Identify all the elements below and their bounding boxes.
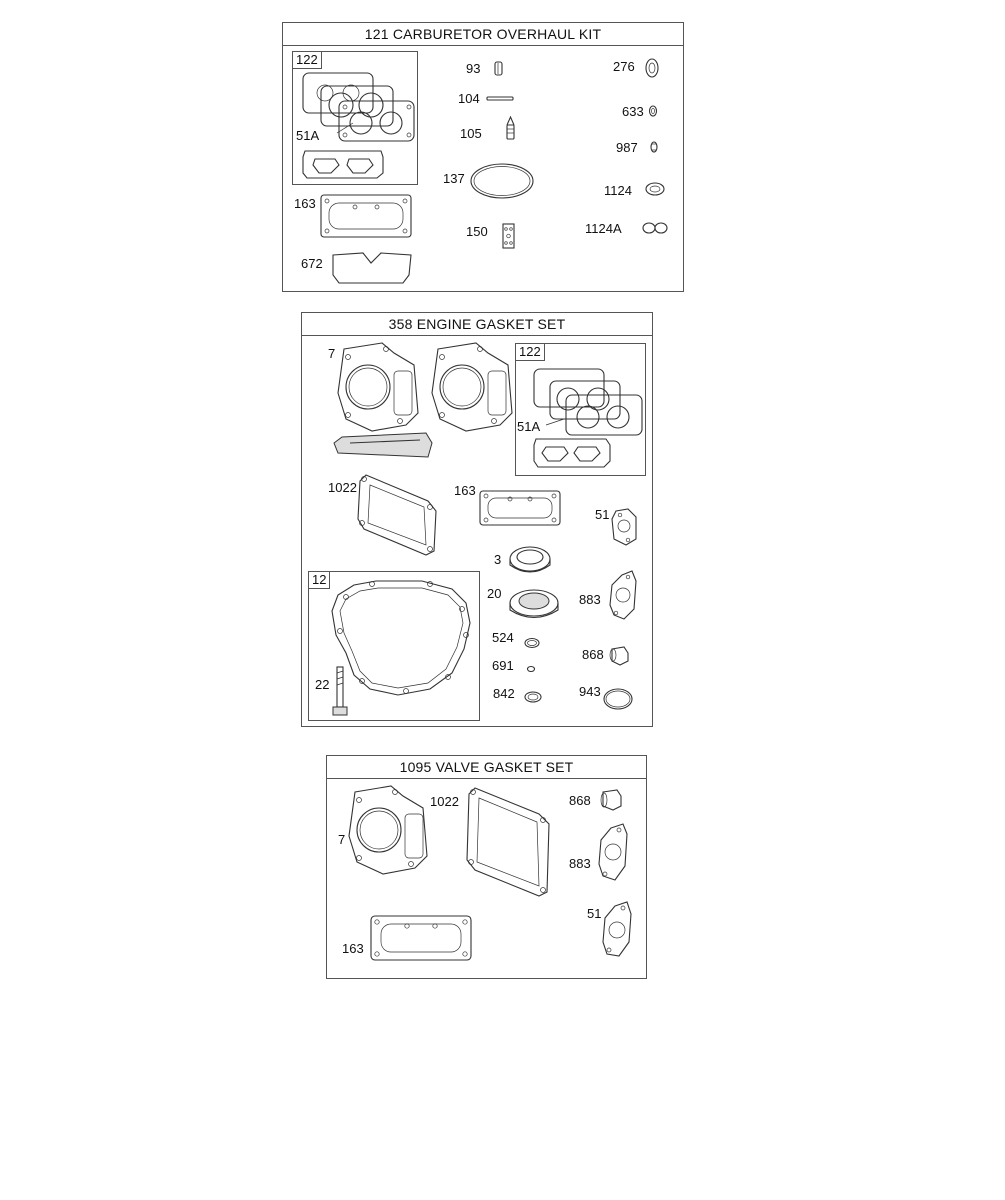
label-1124a: 1124A [585, 221, 622, 236]
label-51: 51 [595, 507, 610, 522]
label-691: 691 [492, 658, 514, 673]
gasket-163-icon [480, 491, 560, 525]
label-163: 163 [342, 941, 364, 956]
part-691-icon [528, 667, 535, 672]
seal-20-icon [510, 590, 558, 618]
gasket-883-icon [599, 824, 627, 880]
pin-104-icon [487, 97, 513, 100]
curved-gasket-icon [334, 433, 432, 457]
head-gasket-icon [432, 343, 512, 431]
gasket-163-icon [371, 916, 471, 960]
head-gasket-icon [349, 786, 427, 874]
part-150-icon [503, 224, 514, 248]
gasket-163-icon [321, 195, 411, 237]
label-93: 93 [466, 61, 481, 76]
oring-943-icon [604, 689, 632, 709]
label-1124: 1124 [604, 183, 632, 198]
label-51a: 51A [517, 419, 541, 434]
label-1022: 1022 [430, 794, 459, 809]
label-672: 672 [301, 256, 323, 271]
label-1022: 1022 [328, 480, 357, 495]
carb-gasket-stack-icon [534, 369, 642, 435]
label-633: 633 [622, 104, 644, 119]
valve-cover-gasket-1022-icon [358, 475, 436, 555]
gasket-51-icon [612, 509, 636, 545]
part-868-icon [601, 790, 621, 810]
carb-gasket-stack-icon [303, 73, 414, 141]
label-22: 22 [315, 677, 330, 692]
label-842: 842 [493, 686, 515, 701]
carb-plate-gasket-icon [534, 439, 610, 467]
needle-105-icon [507, 117, 514, 139]
head-gasket-icon [338, 343, 418, 431]
label-3: 3 [494, 552, 502, 567]
subassembly-tag: 122 [292, 51, 322, 69]
seal-3-icon [510, 547, 550, 572]
label-150: 150 [466, 224, 488, 239]
panel-title: 1095 VALVE GASKET SET [327, 756, 646, 779]
carburetor-overhaul-kit-panel [282, 22, 684, 292]
label-524: 524 [492, 630, 514, 645]
label-987: 987 [616, 140, 638, 155]
label-7: 7 [338, 832, 346, 847]
carb-plate-gasket-icon [303, 151, 383, 178]
part-633-icon [650, 106, 657, 116]
label-868: 868 [582, 647, 604, 662]
subassembly-tag: 12 [308, 571, 330, 589]
label-137: 137 [443, 171, 465, 186]
label-7: 7 [328, 346, 336, 361]
gasket-883-icon [610, 571, 636, 619]
gasket-672-icon [333, 253, 411, 283]
label-883: 883 [579, 592, 601, 607]
gasket-51-icon [603, 902, 631, 956]
valve-cover-gasket-1022-icon [467, 788, 549, 896]
label-104: 104 [458, 91, 480, 106]
valve-gasket-set-panel [326, 755, 647, 979]
bolt-22-icon [333, 667, 347, 715]
label-51a: 51A [296, 128, 320, 143]
part-987-icon [651, 142, 657, 152]
oring-842-icon [525, 692, 541, 702]
crankcase-gasket-12-icon [332, 581, 470, 695]
label-868: 868 [569, 793, 591, 808]
part-93-icon [495, 62, 502, 75]
panel-title: 121 CARBURETOR OVERHAUL KIT [283, 23, 683, 46]
label-943: 943 [579, 684, 601, 699]
washer-1124-icon [646, 183, 664, 195]
label-163: 163 [294, 196, 316, 211]
engine-gasket-set-panel [301, 312, 653, 727]
oring-137-icon [471, 164, 533, 198]
panel-title: 358 ENGINE GASKET SET [302, 313, 652, 336]
washer-276-icon [646, 59, 658, 77]
label-883: 883 [569, 856, 591, 871]
valve-gasket-illustration [327, 756, 648, 980]
subassembly-tag: 122 [515, 343, 545, 361]
label-51: 51 [587, 906, 602, 921]
label-163: 163 [454, 483, 476, 498]
label-105: 105 [460, 126, 482, 141]
oring-524-icon [525, 639, 539, 648]
part-1124a-icon [643, 223, 667, 233]
label-20: 20 [487, 586, 502, 601]
part-868-icon [610, 647, 628, 665]
label-276: 276 [613, 59, 635, 74]
